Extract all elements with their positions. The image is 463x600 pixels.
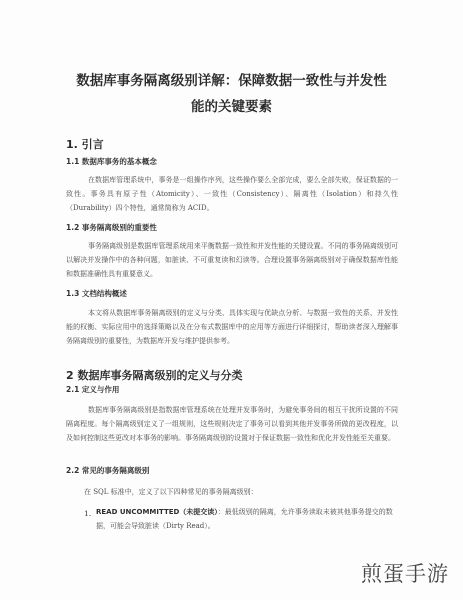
section-1-2-heading: 1.2 事务隔离级别的重要性 [66, 223, 157, 232]
list-item-description: ：最低级别的隔离，允许事务读取未被其他事务提交的数据，可能会导致脏读（Dirty Read）。 [96, 508, 393, 530]
section-1-heading: 1. 引言 [66, 138, 104, 151]
section-1-3-heading: 1.3 文档结构概述 [66, 289, 127, 298]
section-1-2-paragraph: 事务隔离级别是数据库管理系统用来平衡数据一致性和并发性能的关键设置。不同的事务隔离级别可以解决并发操作中的各种问题，如脏读、不可重复读和幻读等。合理设置事务隔离级别对于确保数据库性能和数据准确性具有重要意义。 [66, 242, 398, 278]
section-2-2-intro: 在 SQL 标准中，定义了以下四种常见的事务隔离级别： [84, 488, 258, 496]
list-item [96, 505, 396, 533]
section-1-3-paragraph: 本文将从数据库事务隔离级别的定义与分类、具体实现与优缺点分析、与数据一致性的关系、并发性能的权衡、实际应用中的选择策略以及在分布式数据库中的应用等方面进行详细探讨，帮助读者深入理解事务隔离级别的重要性，为数据库开发与维护提供参考。 [66, 309, 398, 345]
watermark-logo: 煎蛋手游 [361, 562, 449, 586]
document-title-line-1: 数据库事务隔离级别详解：保障数据一致性与并发性 [76, 73, 387, 89]
list-item-term: READ UNCOMMITTED（未提交读） [96, 508, 218, 516]
list-item-number: 1. [84, 509, 92, 518]
section-1-1-heading: 1.1 数据库事务的基本概念 [66, 157, 157, 166]
section-2-1-heading: 2.1 定义与作用 [66, 385, 120, 394]
section-2-heading: 2 数据库事务隔离级别的定义与分类 [66, 369, 243, 382]
section-1-1-paragraph: 在数据库管理系统中，事务是一组操作序列，这些操作要么全部完成，要么全部失败，保证数据的一致性。事务具有原子性（Atomicity）、一致性（Consistency）、隔离性（Isolation）和持久性（Durability）四个特性，通常简称为 ACID。 [66, 176, 398, 212]
section-2-2-heading: 2.2 常见的事务隔离级别 [66, 466, 150, 475]
document-title-line-2: 能的关键要素 [191, 99, 272, 115]
section-2-1-paragraph: 数据库事务隔离级别是指数据库管理系统在处理并发事务时，为避免事务间的相互干扰所设置的不同隔离程度。每个隔离级别定义了一组规则，这些规则决定了事务可以看到其他并发事务所做的更改程度，以及如何控制这些更改对本事务的影响。事务隔离级别的设置对于保证数据一致性和优化并发性能至关重要。 [66, 406, 398, 442]
